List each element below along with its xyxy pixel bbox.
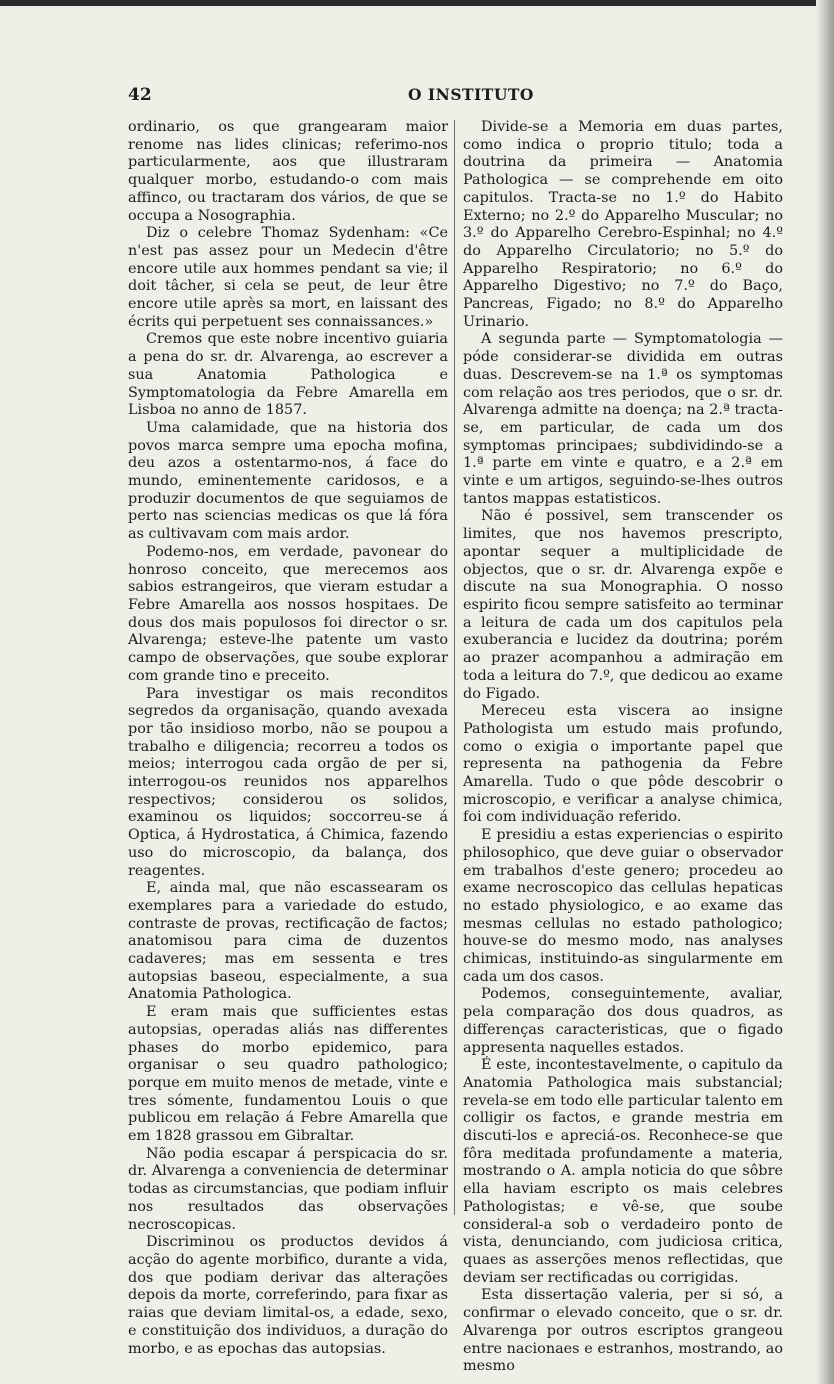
paragraph: Uma calamidade, que na historia dos povos marca sempre uma epocha mofina, deu azos a ostentarmo-nos, á face do mundo, eminentemente caridosos, e a produzir documentos de que seguiamos de perto nas sciencias medicas os que lá fóra as cultivavam com mais ardor. (128, 419, 448, 543)
paragraph: Esta dissertação valeria, per si só, a confirmar o elevado conceito, que o sr. dr. Alvarenga por outros escriptos grangeou entre nacionaes e estranhos, mostrando, ao mesmo (463, 1287, 783, 1375)
paragraph: Diz o celebre Thomaz Sydenham: «Ce n'est pas assez pour un Medecin d'être encore utile aux hommes pendant sa vie; il doit tâcher, si cela se peut, de leur être encore utile après sa mort, en laissant des écrits qui perpetuent ses connaissances.» (128, 225, 448, 330)
page-number: 42 (128, 85, 152, 105)
paragraph: ordinario, os que grangearam maior renome nas lides clinicas; referimo-nos particularmente, aos que illustraram qualquer morbo, estudando-o com mais affinco, ou tractaram dos vários, de que se occupa a Nosographia. (128, 119, 448, 224)
paragraph: Não podia escapar á perspicacia do sr. dr. Alvarenga a conveniencia de determinar todas as circumstancias, que podiam influir nos resultados das observações necroscopicas. (128, 1145, 448, 1233)
paragraph: Podemo-nos, em verdade, pavonear do honroso conceito, que merecemos aos sabios estrangeiros, que vieram estudar a Febre Amarella aos nossos hospitaes. De dous dos mais populosos foi director o sr. Alvarenga; esteve-lhe patente um vasto campo de observações, que soube explorar com grande tino e preceito. (128, 543, 448, 684)
paragraph: Podemos, conseguintemente, avaliar, pela comparação dos dous quadros, as differenças caracteristicas, que o figado appresenta naquelles estados. (463, 986, 783, 1056)
column-divider (454, 120, 455, 1215)
paragraph: E presidiu a estas experiencias o espirito philosophico, que deve guiar o observador em trabalhos d'este genero; procedeu ao exame necroscopico das cellulas hepaticas no estado physiologico, e ao exame das mesmas cellulas no estado pathologico; houve-se do mesmo modo, nas analyses chimicas, instituindo-as singularmente em cada um dos casos. (463, 827, 783, 985)
paragraph: Cremos que este nobre incentivo guiaria a pena do sr. dr. Alvarenga, ao escrever a sua Anatomia Pathologica e Symptomatologia da Febre Amarella em Lisboa no anno de 1857. (128, 331, 448, 419)
page-gutter-shadow (816, 0, 834, 1384)
paragraph: Mereceu esta viscera ao insigne Pathologista um estudo mais profundo, como o exigia o importante papel que representa na pathogenia da Febre Amarella. Tudo o que pôde descobrir o microscopio, e verificar a analyse chimica, foi com individuação referido. (463, 703, 783, 826)
right-column (463, 119, 783, 1376)
scan-top-edge (0, 0, 834, 6)
left-column (128, 119, 448, 1358)
paragraph: Não é possivel, sem transcender os limites, que nos havemos prescripto, apontar sequer a multiplicidade de objectos, que o sr. dr. Alvarenga expõe e discute na sua Monographia. O nosso espirito ficou sempre satisfeito ao terminar a leitura de cada um dos capitulos pela exuberancia e lucidez da doutrina; porém ao prazer acompanhou a admiração em toda a leitura do 7.º, que dedicou ao exame do Figado. (463, 508, 783, 702)
running-title: O INSTITUTO (408, 85, 534, 104)
paragraph: Discriminou os productos devidos á acção do agente morbifico, durante a vida, dos que podiam derivar das alterações depois da morte, correferindo, para fixar as raias que deviam limital-os, a edade, sexo, e constituição dos individuos, a duração do morbo, e as epochas das autopsias. (128, 1234, 448, 1357)
paragraph: Para investigar os mais reconditos segredos da organisação, quando avexada por tão insidioso morbo, não se poupou a trabalho e diligencia; recorreu a todos os meios; interrogou cada orgão de per si, interrogou-os reunidos nos apparelhos respectivos; considerou os solidos, examinou os liquidos; soccorreu-se á Optica, á Hydrostatica, á Chimica, fazendo uso do microscopio, da balança, dos reagentes. (128, 685, 448, 879)
paragraph: É este, incontestavelmente, o capitulo da Anatomia Pathologica mais substancial; revela-se em todo elle particular talento em colligir os factos, e grande mestria em discuti-los e apreciá-os. Reconhece-se que fôra meditada profundamente a materia, mostrando o A. ampla noticia do que sôbre ella haviam escripto os mais celebres Pathologistas; e vê-se, que soube consideral-a sob o verdadeiro ponto de vista, denunciando, com judiciosa critica, quaes as asserções menos reflectidas, que deviam ser rectificadas ou corrigidas. (463, 1057, 783, 1286)
paragraph: Divide-se a Memoria em duas partes, como indica o proprio titulo; toda a doutrina da primeira — Anatomia Pathologica — se comprehende em oito capitulos. Tracta-se no 1.º do Habito Externo; no 2.º do Apparelho Muscular; no 3.º do Apparelho Cerebro-Espinhal; no 4.º do Apparelho Circulatorio; no 5.º do Apparelho Respiratorio; no 6.º do Apparelho Digestivo; no 7.º do Baço, Pancreas, Figado; no 8.º do Apparelho Urinario. (463, 119, 783, 330)
paragraph: E eram mais que sufficientes estas autopsias, operadas aliás nas differentes phases do morbo epidemico, para organisar o seu quadro pathologico; porque em muito menos de metade, vinte e tres sómente, fundamentou Louis o que publicou em relação á Febre Amarella que em 1828 grassou em Gibraltar. (128, 1004, 448, 1145)
paragraph: A segunda parte — Symptomatologia — póde considerar-se dividida em outras duas. Descrevem-se na 1.ª os symptomas com relação aos tres periodos, que o sr. dr. Alvarenga admitte na doença; na 2.ª tracta-se, em particular, de cada um dos symptomas principaes; subdividindo-se a 1.ª parte em vinte e quatro, e a 2.ª em vinte e um artigos, seguindo-se-lhes outros tantos mappas estatisticos. (463, 331, 783, 507)
paragraph: E, ainda mal, que não escassearam os exemplares para a variedade do estudo, contraste de provas, rectificação de factos; anatomisou para cima de duzentos cadaveres; mas em sessenta e tres autopsias baseou, especialmente, a sua Anatomia Pathologica. (128, 880, 448, 1003)
